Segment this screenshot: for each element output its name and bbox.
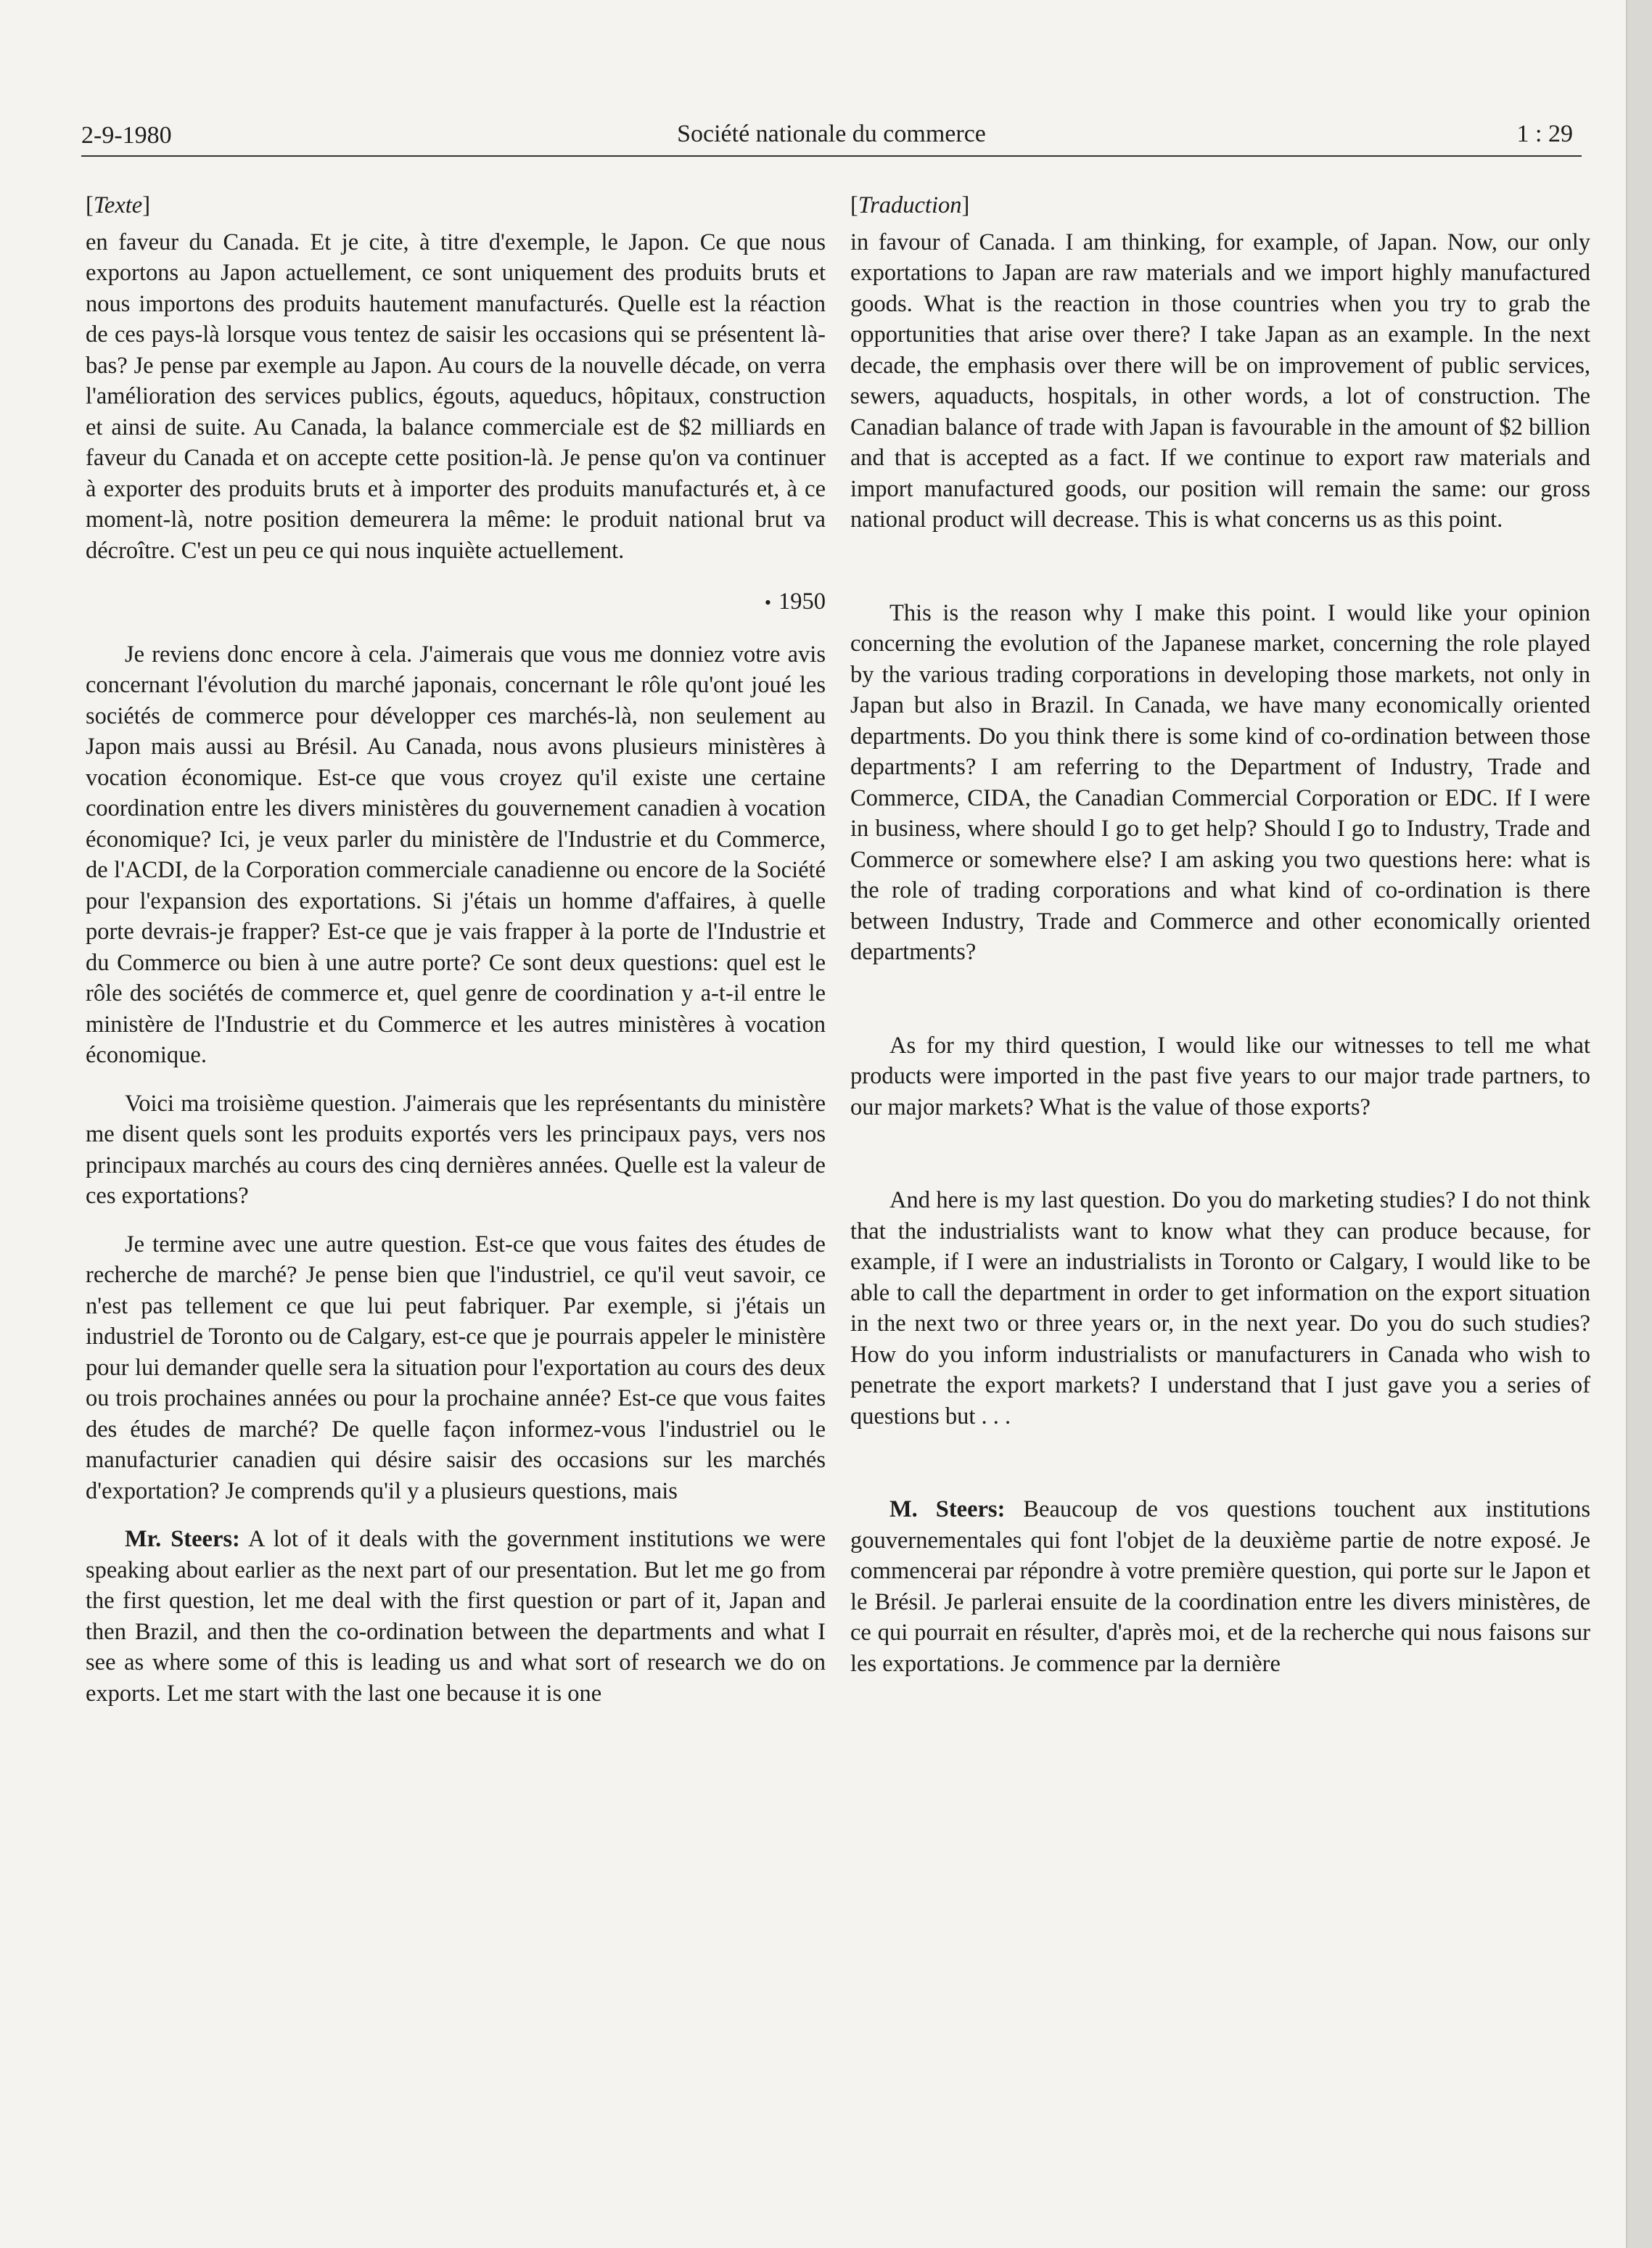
header-date: 2-9-1980 [81, 122, 172, 149]
right-column-english [850, 190, 1590, 1679]
left-paragraph-5-text: A lot of it deals with the government institutions we were speaking about earlier as the next part of our presentation. But let me go from the first question, let me deal with the first question or part of it, Japan and then Brazil, and then the co-ordination between the departments and what I see as where some of this is leading us and what sort of research we do on exports. Let me start with the last one because it is one [86, 1526, 826, 1707]
header-title: Société nationale du commerce [677, 120, 986, 147]
right-paragraph-1: in favour of Canada. I am thinking, for example, of Japan. Now, our only exportations to Japan are raw materials and we import highly manufactured goods. What is the reaction in those countries when you try to grab the opportunities that arise over there? I take Japan as an example. In the next decade, the emphasis over there will be on improvement of public services, sewers, aquaducts, hospitals, in other words, a lot of construction. The Canadian balance of trade with Japan is favourable in the amount of $2 billion and that is accepted as a fact. If we continue to export raw materials and import manufactured goods, our position will remain the same: our gross national product will decrease. This is what concerns us as this point. [850, 229, 1590, 533]
right-paragraph-5 [850, 1494, 1590, 1679]
right-paragraph-3: As for my third question, I would like our witnesses to tell me what products were imported in the past five years to our major trade partners, to our major markets? What is the value of those exports? [850, 1032, 1590, 1120]
left-column-tag: [ Texte ] [86, 190, 826, 221]
left-paragraph-3: Voici ma troisième question. J'aimerais que les représentants du ministère me disent quels sont les produits exportés vers les principaux pays, vers nos principaux marchés au cours des cinq dernières années. Quelle est la valeur de ces exportations? [86, 1090, 826, 1209]
left-paragraph-2: Je reviens donc encore à cela. J'aimerais que vous me donniez votre avis concernant l'évolution du marché japonais, concernant le rôle qu'ont joué les sociétés de commerce pour développer ces marchés-là, non seulement au Japon mais aussi au Brésil. Au Canada, nous avons plusieurs ministères à vocation économique. Est-ce que vous croyez qu'il existe une certaine coordination entre les divers ministères du gouvernement canadien à vocation économique? Ici, je veux parler du ministère de l'Industrie et du Commerce, de l'ACDI, de la Corporation commerciale canadienne ou encore de la Société pour l'expansion des exportations. Si j'étais un homme d'affaires, à quelle porte devrais-je frapper? Est-ce que je vais frapper à la porte de l'Industrie et du Commerce ou bien à une autre porte? Ce sont deux questions: quel est le rôle des sociétés de commerce et, quel genre de coordination y a-t-il entre le ministère de l'Industrie et du Commerce et les autres ministères à vocation économique. [86, 641, 826, 1068]
right-paragraph-2: This is the reason why I make this point. I would like your opinion concerning the evolution of the Japanese market, concerning the role played by the various trading corporations in developing those markets, not only in Japan but also in Brazil. In Canada, we have many economically oriented departments. Do you think there is some kind of co-ordination between those departments? I am referring to the Department of Industry, Trade and Commerce, CIDA, the Canadian Commercial Corporation or EDC. If I were in business, where should I go to get help? Should I go to Industry, Trade and Commerce or somewhere else? I am asking you two questions here: what is the role of trading corporations and what kind of co-ordination is there between Industry, Trade and Commerce and other economically oriented departments? [850, 599, 1590, 965]
right-speaker-name: M. Steers: [889, 1496, 1006, 1522]
left-column-french [86, 190, 826, 1709]
right-paragraph-5-text: Beaucoup de vos questions touchent aux institutions gouvernementales qui font l'objet de la deuxième partie de notre exposé. Je commencerai par répondre à votre première question, qui porte sur le Japon et le Brésil. Je parlerai ensuite de la coordination entre les divers ministères, de ce qui pourrait en résulter, d'après moi, et de la recherche qui nous faisons sur les exportations. Je commence par la dernière [850, 1496, 1590, 1677]
time-value: 1950 [778, 588, 826, 615]
bullet-icon: • [764, 592, 771, 613]
left-paragraph-4: Je termine avec une autre question. Est-ce que vous faites des études de recherche de marché? Je pense bien que l'industriel, ce qu'il veut savoir, ce n'est pas tellement ce que lui peut fabriquer. Par exemple, si j'étais un industriel de Toronto ou de Calgary, est-ce que je pourrais appeler le ministère pour lui demander quelle sera la situation pour l'exportation au cours des deux ou trois prochaines années ou pour la prochaine année? Est-ce que vous faites des études de marché? De quelle façon informez-vous l'industriel ou le manufacturier canadien qui désire saisir des occasions sur les marchés d'exportation? Je comprends qu'il y a plusieurs questions, mais [86, 1231, 826, 1504]
right-paragraph-4: And here is my last question. Do you do marketing studies? I do not think that the industrialists want to know what they can produce because, for example, if I were an industrialists in Toronto or Calgary, I would like to be able to call the department in order to get information on the export situation in the next two or three years or, in the next year. Do you do such studies? How do you inform industrialists or manufacturers in Canada who wish to penetrate the export markets? I understand that I just gave you a series of questions but . . . [850, 1187, 1590, 1429]
left-speaker-name: Mr. Steers: [125, 1526, 240, 1552]
page-edge [1626, 0, 1652, 2248]
left-paragraph-5 [86, 1524, 826, 1709]
header-page-number: 1 : 29 [1516, 120, 1573, 147]
left-paragraph-1: en faveur du Canada. Et je cite, à titre d'exemple, le Japon. Ce que nous exportons au Japon actuellement, ce sont uniquement des produits bruts et nous importons des produits hautement manufacturés. Quelle est la réaction de ces pays-là lorsque vous tentez de saisir les occasions qui se présentent là-bas? Je pense par exemple au Japon. Au cours de la nouvelle décade, on verra l'amélioration des services publics, égouts, aqueducs, hôpitaux, construction et ainsi de suite. Au Canada, la balance commerciale est de $2 milliards en faveur du Canada et on accepte cette position-là. Je pense qu'on va continuer à exporter des produits bruts et à importer des produits manufacturés et, à ce moment-là, notre position demeurera la même: le produit national brut va décroître. C'est un peu ce qui nous inquiète actuellement. [86, 229, 826, 564]
time-stamp [86, 586, 826, 619]
right-column-tag: [ Traduction ] [850, 190, 1590, 221]
page-header [81, 110, 1582, 157]
